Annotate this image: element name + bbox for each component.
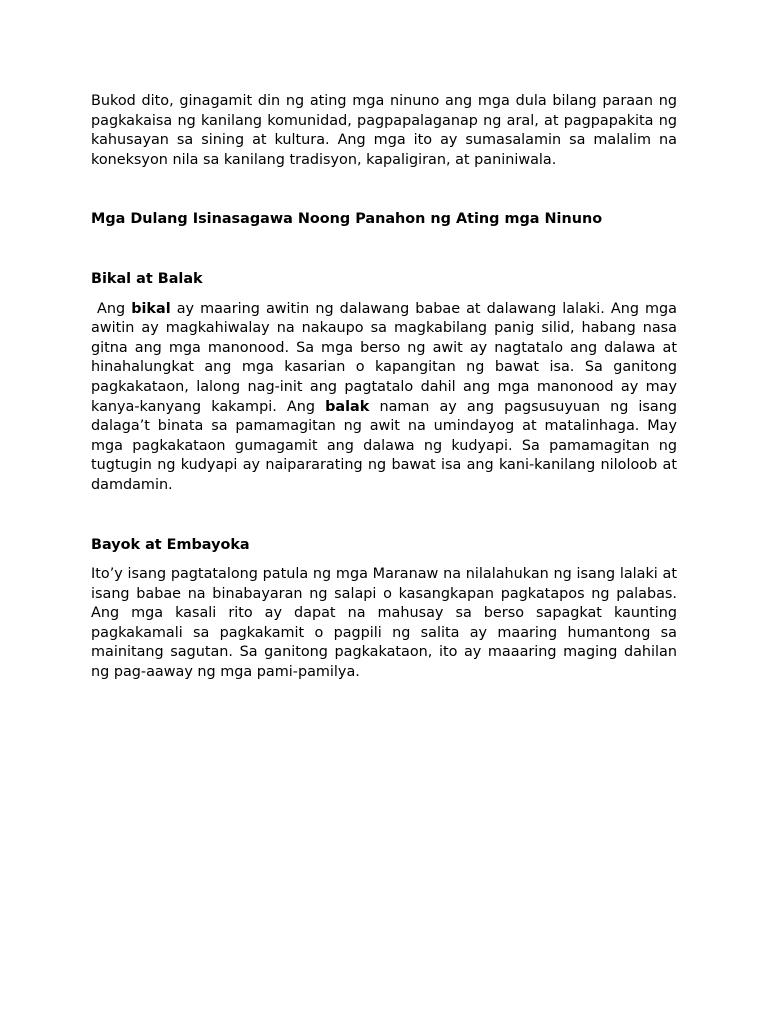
bayok-embayoka-paragraph: Ito’y isang pagtatalong patula ng mga Maranaw na nilalahukan ng isang lalaki at isang babae na binabayaran ng salapi o kasangkapan pagkatapos ng palabas. Ang mga kasali rito ay dapat na mahusay sa berso sapagkat kaunting pagkakamali sa pagkakamit o pagpili ng salita ay maaring humantong sa mainitang sagutan. Sa ganitong pagkakataon, ito ay maaaring maging dahilan ng pag-aaway ng mga pami-pamilya. <box>91 566 677 681</box>
main-heading: Mga Dulang Isinasagawa Noong Panahon ng Ating mga Ninuno <box>91 211 603 228</box>
section-heading-bayok-embayoka: Bayok at Embayoka <box>91 536 250 553</box>
bikal-text-1: Ang <box>97 300 126 317</box>
bikal-balak-paragraph <box>91 300 677 496</box>
term-bikal: bikal <box>131 300 171 317</box>
document-body <box>91 92 677 683</box>
intro-paragraph: Bukod dito, ginagamit din ng ating mga ninuno ang mga dula bilang paraan ng pagkakaisa ng kanilang komunidad, pagpapalaganap ng aral, at pagpapakita ng kahusayan sa sining at kultura. Ang mga ito ay sumasalamin sa malalim na koneksyon nila sa kanilang tradisyon, kapaligiran, at paniniwala. <box>91 93 677 168</box>
term-balak: balak <box>325 398 370 415</box>
bikal-text-2: ay maaring awitin ng dalawang babae at dalawang lalaki. Ang mga awitin ay magkahiwalay na nakaupo sa magkabilang panig silid, habang nasa gitna ang mga manonood. Sa mga berso ng awit ay nagtatalo ang dalawa at hinahalungkat ang mga kasarian o kapangitan ng bawat isa. Sa ganitong pagkakataon, lalong nag-init ang pagtatalo dahil ang mga manonood ay may kanya-kanyang kakampi. Ang <box>91 300 677 415</box>
section-heading-bikal-balak: Bikal at Balak <box>91 270 203 287</box>
bikal-text-3: naman ay ang pagsusuyuan ng isang dalaga’t binata sa pamamagitan ng awit na umindayog at matalinhaga. May mga pagkakataon gumagamit ang dalawa ng kudyapi. Sa pamamagitan ng tugtugin ng kudyapi ay naipararating ng bawat isa ang kani-kanilang niloloob at damdamin. <box>91 398 678 493</box>
